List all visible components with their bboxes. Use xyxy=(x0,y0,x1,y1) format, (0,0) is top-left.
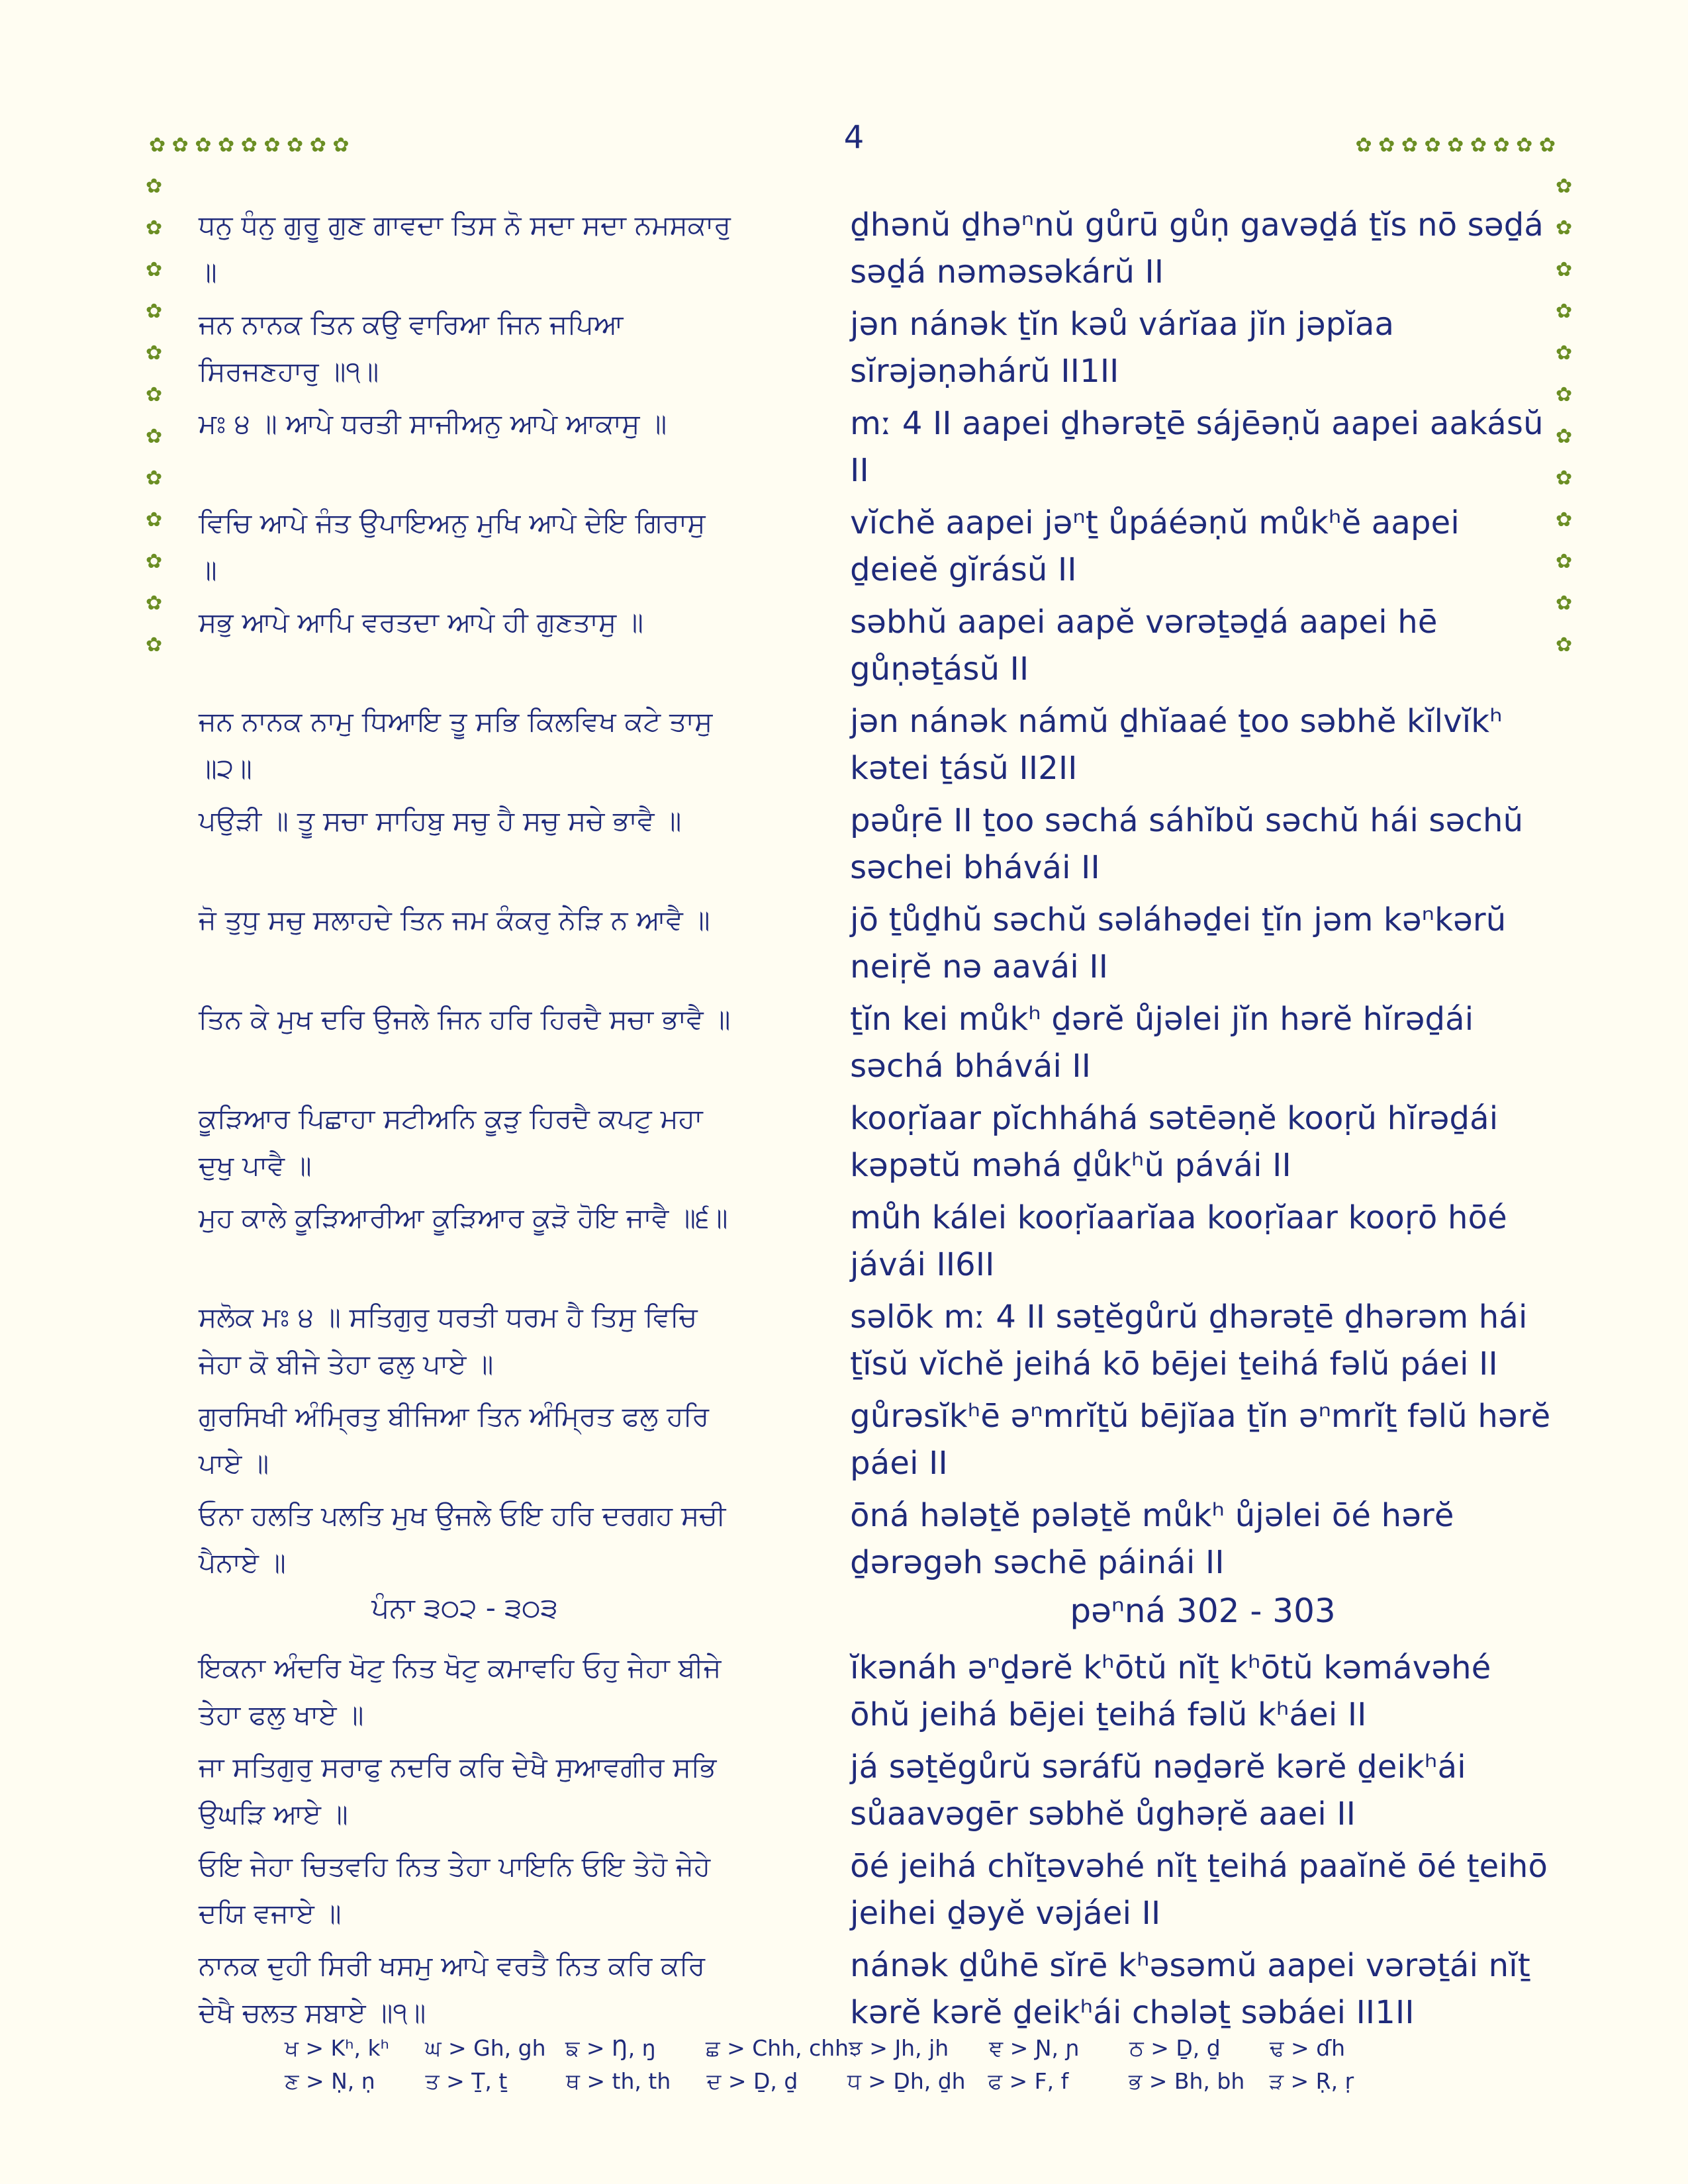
page-number: 4 xyxy=(843,119,865,156)
gurmukhi-line: ਨਾਨਕ ਦੁਹੀ ਸਿਰੀ ਖਸਮੁ ਆਪੇ ਵਰਤੈ ਨਿਤ ਕਰਿ ਕਰਿ ਦੇਖੈ ਚਲਤ ਸਬਾਏ ॥੧॥ xyxy=(199,1950,706,2028)
legend-row xyxy=(285,2035,1410,2062)
verse-row xyxy=(199,1393,1556,1487)
transliteration-line: jō ṯůḏhŭ səchŭ səláhəḏei ṯĭn jəm kəⁿkərŭ neiṛĕ nə aavái II xyxy=(850,901,1507,985)
transliteration-line: jən nánək námŭ ḏhĭaaé ṯoo səbhĕ kĭlvĭkʰ kətei ṯásŭ II2II xyxy=(850,703,1503,787)
gurmukhi-line: ਵਿਚਿ ਆਪੇ ਜੰਤ ਉਪਾਇਅਨੁ ਮੁਖਿ ਆਪੇ ਦੇਇ ਗਿਰਾਸੁ ॥ xyxy=(199,507,706,586)
flower-ornament-top-left: ✿ ✿ ✿ ✿ ✿ ✿ ✿ ✿ ✿ xyxy=(149,134,350,157)
transliteration-line: ōná hələṯĕ pələṯĕ můkʰ ůjəlei ōé hərĕ ḏərəgəh səchē páinái II xyxy=(850,1497,1454,1581)
gurmukhi-line: ਜਨ ਨਾਨਕ ਨਾਮੁ ਧਿਆਇ ਤੂ ਸਭਿ ਕਿਲਵਿਖ ਕਟੇ ਤਾਸੁ ॥੨॥ xyxy=(199,705,713,784)
transliteration-line: nánək ḏůhē sĭrē kʰəsəmŭ aapei vərəṯái nĭṯ kərĕ kərĕ ḏeikʰái chələṯ səbáei II1II xyxy=(850,1947,1530,2031)
gurmukhi-line: ਓਇ ਜੇਹਾ ਚਿਤਵਹਿ ਨਿਤ ਤੇਹਾ ਪਾਇਨਿ ਓਇ ਤੇਹੋ ਜੇਹੇ ਦਯਿ ਵਜਾਏ ॥ xyxy=(199,1850,711,1929)
gurmukhi-line: ਪਉੜੀ ॥ ਤੂ ਸਚਾ ਸਾਹਿਬੁ ਸਚੁ ਹੈ ਸਚੁ ਸਚੇ ਭਾਵੈ ॥ xyxy=(199,805,682,837)
gurmukhi-line: ਜੋ ਤੁਧੁ ਸਚੁ ਸਲਾਹਦੇ ਤਿਨ ਜਮ ਕੰਕਰੁ ਨੇੜਿ ਨ ਆਵੈ ॥ xyxy=(199,904,710,936)
verse-row xyxy=(199,1744,1556,1838)
legend-item: ਛ > Chh, chh xyxy=(705,2035,849,2061)
legend-row xyxy=(285,2068,1410,2095)
verse-row xyxy=(199,202,1556,296)
gurmukhi-line: ਮਃ ੪ ॥ ਆਪੇ ਧਰਤੀ ਸਾਜੀਅਨੁ ਆਪੇ ਆਕਾਸੁ ॥ xyxy=(199,408,667,439)
legend-item: ਙ > Ŋ, ŋ xyxy=(565,2035,656,2061)
flower-ornament-top-right: ✿ ✿ ✿ ✿ ✿ ✿ ✿ ✿ ✿ xyxy=(1355,134,1556,157)
transliteration-line: pəůṛē II ṯoo səchá sáhĭbŭ səchŭ hái səchŭ səchei bhávái II xyxy=(850,802,1524,886)
transliteration-line: ĭkənáh əⁿḏərĕ kʰōtŭ nĭṯ kʰōtŭ kəmávəhé ōhŭ jeihá bējei ṯeihá fəlŭ kʰáei II xyxy=(850,1649,1491,1733)
transliteration-line: mː 4 II aapei ḏhərəṯē sájēəṇŭ aapei aakásŭ II xyxy=(850,405,1544,489)
transliteration-legend xyxy=(285,2035,1410,2095)
transliteration-line: můh kálei kooṛĭaarĭaa kooṛĭaar kooṛō hōé jávái II6II xyxy=(850,1199,1507,1283)
flower-ornament-left: ✿ ✿ ✿ ✿ ✿ ✿ ✿ ✿ ✿ ✿ ✿ ✿ xyxy=(146,175,163,657)
verse-row xyxy=(199,1095,1556,1189)
legend-item: ਞ > Ɲ, ɲ xyxy=(989,2035,1080,2061)
gurmukhi-line: ਸਲੋਕ ਮਃ ੪ ॥ ਸਤਿਗੁਰੁ ਧਰਤੀ ਧਰਮ ਹੈ ਤਿਸੁ ਵਿਚਿ ਜੇਹਾ ਕੋ ਬੀਜੇ ਤੇਹਾ ਫਲੁ ਪਾਏ ॥ xyxy=(199,1301,698,1380)
page-marker-gurmukhi: ਪੰਨਾ ੩੦੨ - ੩੦੩ xyxy=(371,1592,558,1624)
verse-row xyxy=(199,1843,1556,1937)
verse-row xyxy=(199,1492,1556,1586)
flower-ornament-right: ✿ ✿ ✿ ✿ ✿ ✿ ✿ ✿ ✿ ✿ ✿ ✿ xyxy=(1556,175,1573,657)
transliteration-line: ōé jeihá chĭṯəvəhé nĭṯ ṯeihá paaĭnĕ ōé ṯeihō jeihei ḏəyĕ vəjáei II xyxy=(850,1848,1548,1932)
verse-row xyxy=(199,996,1556,1090)
gurmukhi-line: ਇਕਨਾ ਅੰਦਰਿ ਖੋਟੁ ਨਿਤ ਖੋਟੁ ਕਮਾਵਹਿ ਓਹੁ ਜੇਹਾ ਬੀਜੇ ਤੇਹਾ ਫਲੁ ਖਾਏ ॥ xyxy=(199,1652,722,1731)
gurmukhi-line: ਜਾ ਸਤਿਗੁਰੁ ਸਰਾਫੁ ਨਦਰਿ ਕਰਿ ਦੇਖੈ ਸੁਆਵਗੀਰ ਸਭਿ ਉਘੜਿ ਆਏ ॥ xyxy=(199,1751,717,1830)
verse-row xyxy=(199,301,1556,395)
transliteration-line: kooṛĭaar pĭchháhá sətēəṇĕ kooṛŭ hĭrəḏái kəpətŭ məhá ḏůkʰŭ pávái II xyxy=(850,1100,1499,1184)
verse-section-1 xyxy=(199,202,1556,2036)
gurmukhi-line: ਧਨੁ ਧੰਨੁ ਗੁਰੂ ਗੁਣ ਗਾਵਦਾ ਤਿਸ ਨੋ ਸਦਾ ਸਦਾ ਨਮਸਕਾਰੁ ॥ xyxy=(199,209,731,288)
transliteration-line: ṯĭn kei můkʰ ḏərĕ ůjəlei jĭn hərĕ hĭrəḏái səchá bhávái II xyxy=(850,1001,1474,1085)
legend-item: ਤ > Ṯ, ṯ xyxy=(425,2068,508,2094)
transliteration-line: gůrəsĭkʰē əⁿmrĭṯŭ bējĭaa ṯĭn əⁿmrĭṯ fəlŭ hərĕ páei II xyxy=(850,1398,1551,1482)
transliteration-line: səbhŭ aapei aapĕ vərəṯəḏá aapei hē gůṇəṯásŭ II xyxy=(850,604,1438,688)
verse-row xyxy=(199,698,1556,792)
verse-row xyxy=(199,1942,1556,2036)
legend-item: ਫ > F, f xyxy=(988,2068,1069,2094)
page-marker xyxy=(199,1592,1556,1630)
verse-row xyxy=(199,500,1556,594)
gurmukhi-line: ਓਨਾ ਹਲਤਿ ਪਲਤਿ ਮੁਖ ਉਜਲੇ ਓਇ ਹਰਿ ਦਰਗਹ ਸਚੀ ਪੈਨਾਏ ॥ xyxy=(199,1500,726,1578)
legend-item: ਧ > Ḏh, ḏh xyxy=(847,2068,966,2094)
legend-item: ਥ > th, th xyxy=(566,2068,671,2094)
transliteration-line: já səṯĕgůrŭ səráfŭ nəḏərĕ kərĕ ḏeikʰái sůaavəgēr səbhĕ ůghəṛĕ aaei II xyxy=(850,1749,1466,1833)
transliteration-line: ḏhənŭ ḏhəⁿnŭ gůrū gůṇ gavəḏá ṯĭs nō səḏá səḏá nəməsəkárŭ II xyxy=(850,206,1544,291)
gurmukhi-line: ਸਭੁ ਆਪੇ ਆਪਿ ਵਰਤਦਾ ਆਪੇ ਹੀ ਗੁਣਤਾਸੁ ॥ xyxy=(199,606,643,638)
verse-row xyxy=(199,1195,1556,1289)
legend-item: ੜ > Ṛ, ṛ xyxy=(1269,2068,1354,2094)
gurmukhi-line: ਗੁਰਸਿਖੀ ਅੰਮ੍ਰਿਤੁ ਬੀਜਿਆ ਤਿਨ ਅੰਮ੍ਰਿਤ ਫਲੁ ਹਰਿ ਪਾਏ ॥ xyxy=(199,1400,710,1479)
transliteration-line: səlōk mː 4 II səṯĕgůrŭ ḏhərəṯē ḏhərəm hái ṯĭsŭ vĭchĕ jeihá kō bējei ṯeihá fəlŭ páei II xyxy=(850,1298,1528,1383)
page-marker-transliteration: pəⁿná 302 - 303 xyxy=(1070,1592,1336,1630)
legend-item: ਣ > Ṇ, ṇ xyxy=(285,2068,375,2094)
verse-row xyxy=(199,1294,1556,1388)
legend-item: ਘ > Gh, gh xyxy=(424,2035,546,2061)
gurmukhi-line: ਤਿਨ ਕੇ ਮੁਖ ਦਰਿ ਉਜਲੇ ਜਿਨ ਹਰਿ ਹਿਰਦੈ ਸਚਾ ਭਾਵੈ ॥ xyxy=(199,1003,731,1035)
gurmukhi-line: ਕੂੜਿਆਰ ਪਿਛਾਹਾ ਸਟੀਅਨਿ ਕੂੜੁ ਹਿਰਦੈ ਕਪਟੁ ਮਹਾ ਦੁਖੁ ਪਾਵੈ ॥ xyxy=(199,1103,703,1181)
legend-item: ਭ > Bh, bh xyxy=(1129,2068,1245,2094)
legend-item: ਦ > Ḏ, ḏ xyxy=(706,2068,798,2094)
transliteration-line: vĭchĕ aapei jəⁿṯ ůpáéəṇŭ můkʰĕ aapei ḏeieĕ gĭrásŭ II xyxy=(850,504,1460,588)
gurmukhi-line: ਮੁਹ ਕਾਲੇ ਕੂੜਿਆਰੀਆ ਕੂੜਿਆਰ ਕੂੜੋ ਹੋਇ ਜਾਵੈ ॥੬॥ xyxy=(199,1202,728,1234)
legend-item: ਢ > ɗh xyxy=(1270,2035,1346,2061)
gurmukhi-line: ਜਨ ਨਾਨਕ ਤਿਨ ਕਉ ਵਾਰਿਆ ਜਿਨ ਜਪਿਆ ਸਿਰਜਣਹਾਰੁ ॥੧॥ xyxy=(199,308,624,387)
verse-row xyxy=(199,1645,1556,1739)
verse-row xyxy=(199,400,1556,494)
legend-item: ਠ > Ḏ, ḏ xyxy=(1129,2035,1221,2061)
verse-row xyxy=(199,897,1556,991)
legend-item: ਝ > Jh, jh xyxy=(849,2035,949,2061)
verse-row xyxy=(199,797,1556,891)
legend-item: ਖ > Kʰ, kʰ xyxy=(285,2035,389,2061)
verse-row xyxy=(199,599,1556,693)
transliteration-line: jən nánək ṯĭn kəů várĭaa jĭn jəpĭaa sĭrəjəṇəhárŭ II1II xyxy=(850,306,1395,390)
